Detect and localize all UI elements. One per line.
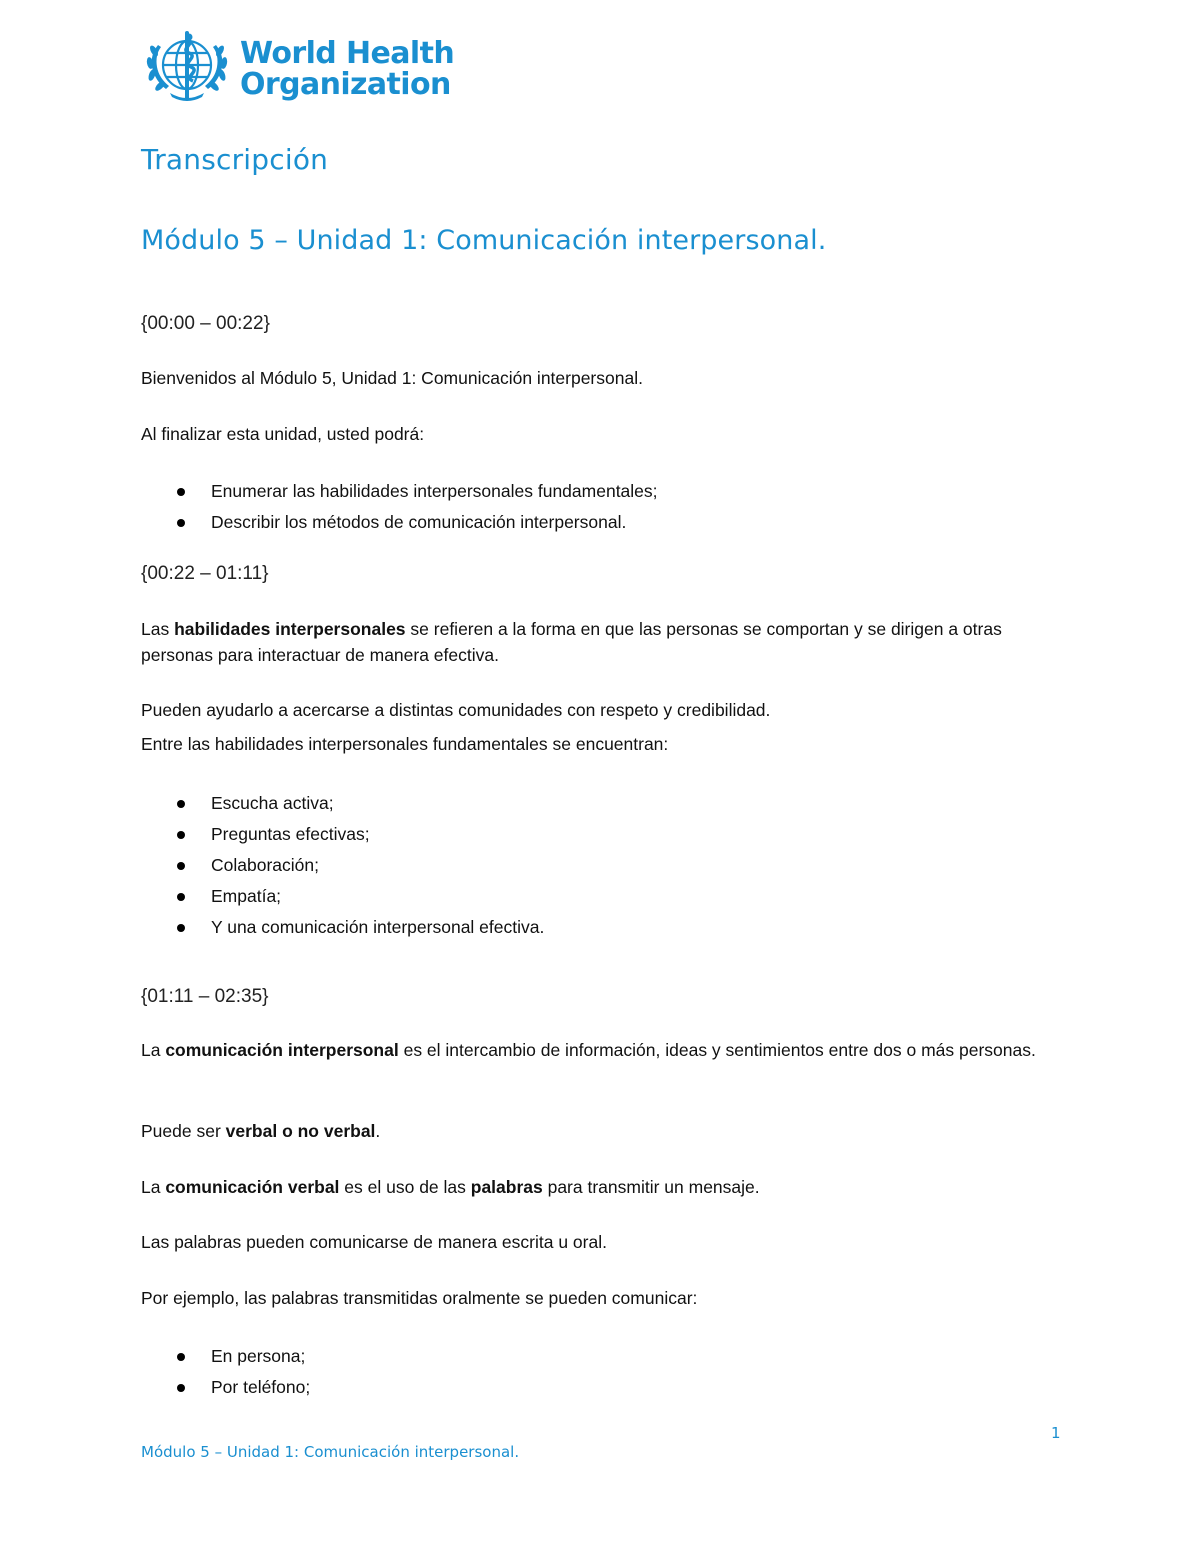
list-item: Enumerar las habilidades interpersonales fundamentales; xyxy=(141,476,658,507)
verbal-paragraph: Puede ser verbal o no verbal. xyxy=(141,1121,381,1141)
list-item: Por teléfono; xyxy=(141,1372,310,1403)
bold-term: comunicación verbal xyxy=(165,1177,340,1197)
timestamp-1: {00:00 – 00:22} xyxy=(141,313,270,334)
bold-term: habilidades interpersonales xyxy=(174,619,406,639)
page-footer: Módulo 5 – Unidad 1: Comunicación interpersonal. xyxy=(141,1443,520,1461)
example-paragraph: Por ejemplo, las palabras transmitidas oralmente se pueden comunicar: xyxy=(141,1288,698,1308)
bold-term: verbal o no verbal xyxy=(225,1121,376,1141)
list-item: Colaboración; xyxy=(141,850,544,881)
timestamp-3: {01:11 – 02:35} xyxy=(141,986,269,1007)
help-paragraph: Pueden ayudarlo a acercarse a distintas comunidades con respeto y credibilidad. xyxy=(141,700,771,720)
organization-name xyxy=(240,38,454,100)
who-emblem-icon xyxy=(140,25,234,113)
welcome-paragraph: Bienvenidos al Módulo 5, Unidad 1: Comunicación interpersonal. xyxy=(141,368,643,388)
words-paragraph: Las palabras pueden comunicarse de manera escrita u oral. xyxy=(141,1232,607,1252)
org-name-line1: World Health xyxy=(240,36,455,71)
skills-intro: Entre las habilidades interpersonales fundamentales se encuentran: xyxy=(141,734,669,754)
channels-list xyxy=(141,1341,310,1403)
objectives-intro: Al finalizar esta unidad, usted podrá: xyxy=(141,424,425,444)
list-item: En persona; xyxy=(141,1341,310,1372)
org-name-line2: Organization xyxy=(240,67,451,102)
bold-term: comunicación interpersonal xyxy=(165,1040,399,1060)
list-item: Preguntas efectivas; xyxy=(141,819,544,850)
skills-list xyxy=(141,788,544,943)
list-item: Describir los métodos de comunicación interpersonal. xyxy=(141,507,658,538)
list-item: Empatía; xyxy=(141,881,544,912)
document-subtitle: Módulo 5 – Unidad 1: Comunicación interpersonal. xyxy=(141,225,827,256)
page-number: 1 xyxy=(1051,1424,1061,1442)
document-title: Transcripción xyxy=(141,143,329,176)
communication-definition-paragraph: La comunicación interpersonal es el intercambio de información, ideas y sentimientos entre dos o más personas. xyxy=(141,1040,1036,1060)
verbal-definition-paragraph: La comunicación verbal es el uso de las palabras para transmitir un mensaje. xyxy=(141,1177,760,1197)
who-logo xyxy=(140,24,454,114)
skills-definition-paragraph: Las habilidades interpersonales se refieren a la forma en que las personas se comportan y se dirigen a otras personas para interactuar de manera efectiva. xyxy=(141,619,1002,665)
objectives-list xyxy=(141,476,658,538)
list-item: Y una comunicación interpersonal efectiva. xyxy=(141,912,544,943)
bold-term: palabras xyxy=(470,1177,543,1197)
list-item: Escucha activa; xyxy=(141,788,544,819)
timestamp-2: {00:22 – 01:11} xyxy=(141,563,269,584)
